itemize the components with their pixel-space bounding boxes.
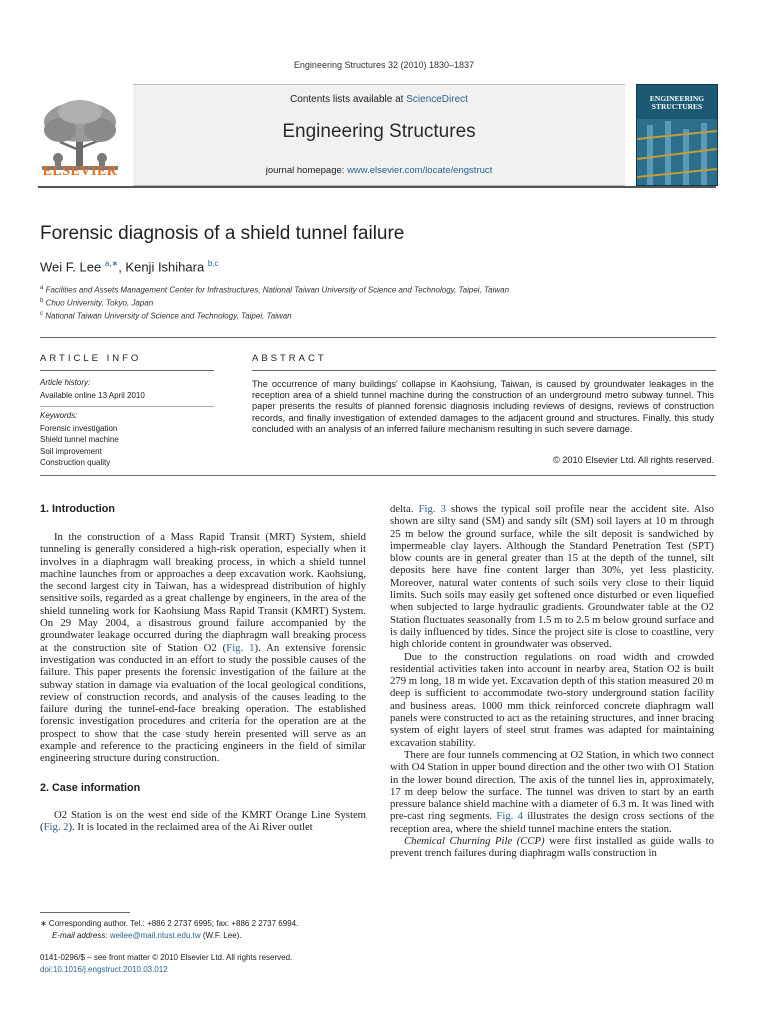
intro-paragraph <box>40 531 366 765</box>
station-paragraph: Due to the construction regulations on road width and crowded residential activities taken into account in nearby area, Station O2 is built 279 m long, 18 m wide yet. Excavation depth of this station measured 20 m deep is sufficient to accommodate two-story underground station facility and business areas. 1000 mm thick reinforced concrete diaphragm wall panels were constructed to act as the retaining structures, and inner bracing system of eight layers of steel strut frames was adapted for maintaining excavation stability. <box>390 650 714 749</box>
left-column <box>40 531 366 834</box>
text-run: ). An extensive forensic investigation was conducted in an effort to study the possible causes of the failure. This paper presents the forensic investigation of the failure at the subway station in damage via evaluation of the local geological conditions, review of construction records, and analysis of the causes leading to the failure during the tunnel-end-face breaking operation. The established forensic investigation procedures and criteria for the operation are at the prospect to show that the case study herein presented will serve as an example and reference to the practicing engineers in the field of similar engineering structure during construction. <box>40 641 367 765</box>
email-footnote <box>52 931 242 940</box>
author-affiliation-marks[interactable]: b,c <box>207 259 219 268</box>
journal-name[interactable]: Engineering Structures <box>282 121 476 142</box>
footnote-mark: ∗ <box>40 919 47 928</box>
article-info-heading: ARTICLE INFO <box>40 353 142 364</box>
text-run: were first installed as guide walls to prevent trench failures during diaphragm walls construction in <box>390 835 714 860</box>
issn-line: 0141-0296/$ – see front matter © 2010 Elsevier Ltd. All rights reserved. <box>40 953 293 962</box>
tunnel-paragraph <box>390 749 714 835</box>
author-name: Wei F. Lee <box>40 259 102 275</box>
text-run: ). It is located in the reclaimed area of the Ai River outlet <box>68 821 313 834</box>
keywords-rule <box>40 406 214 407</box>
abstract-bottom-rule <box>40 475 716 476</box>
text-run: O2 Station is on the west end side of the KMRT Orange Line System ( <box>40 808 366 834</box>
homepage-line <box>133 165 625 176</box>
abstract-rule <box>252 370 716 371</box>
author-email-link[interactable]: weilee@mail.ntust.edu.tw <box>109 931 201 940</box>
corresponding-author-footnote <box>40 919 298 928</box>
cover-title-line-2: STRUCTURES <box>651 102 703 111</box>
affiliation-mark: c <box>40 311 43 317</box>
email-suffix: (W.F. Lee). <box>200 931 242 940</box>
affiliation-text: National Taiwan University of Science and Technology, Taipei, Taiwan <box>45 311 292 321</box>
soil-paragraph <box>390 503 714 651</box>
contents-line <box>133 94 625 105</box>
keyword: Soil improvement <box>40 446 102 456</box>
right-column <box>390 503 714 860</box>
journal-cover-thumbnail[interactable] <box>636 84 718 186</box>
author-affiliation-marks[interactable]: a,∗ <box>104 259 119 268</box>
homepage-prefix: journal homepage: <box>265 165 348 176</box>
affiliation-text: Chuo University, Tokyo, Japan <box>45 298 154 308</box>
abstract-copyright: © 2010 Elsevier Ltd. All rights reserved. <box>553 455 714 465</box>
doi-line <box>40 965 168 974</box>
footnote-rule <box>40 912 130 913</box>
text-run: illustrates the design cross sections of the reception area, where the shield tunnel machine enters the station. <box>390 810 714 835</box>
article-info-rule <box>40 370 214 371</box>
case-paragraph <box>40 809 366 834</box>
section-heading-case-information: 2. Case information <box>40 781 141 794</box>
doi-link[interactable]: doi:10.1016/j.engstruct.2010.03.012 <box>40 965 168 974</box>
abstract-heading: ABSTRACT <box>252 353 327 364</box>
affiliation-mark: b <box>40 298 44 304</box>
text-run: There are four tunnels commencing at O2 Station, in which two connect with O4 Station in upper bound direction and the other two with O1 Station in the lower bound direction. The axis of the tunnel lies in, approximately, 17 m deep below the surface. The tunnel was driven to start by an earth pressure balance shield machine with a diameter of 6.3 m. It was lined with pre-cast ring segments. <box>390 748 714 823</box>
keyword: Forensic investigation <box>40 424 118 433</box>
header-rule <box>38 186 716 188</box>
journal-homepage-link[interactable]: www.elsevier.com/locate/engstruct <box>347 165 493 176</box>
affiliation-a <box>40 285 509 295</box>
figure-link[interactable]: Fig. 1 <box>226 641 255 654</box>
affiliation-c <box>40 311 292 321</box>
text-run: shows the typical soil profile near the accident site. Also shown are silty sand (SM) and sandy silt (SM) soil layers at 10 m through 25 m below the ground surface, while the silt deposit is sandwiched by impermeable clay layers. Although the Standard Penetration Test (SPT) blow counts are in general greater than 15 at the depth of the tunnel, silt deposits here have fine content larger than 30%, yet less plasticity. Moreover, natural water contents of such soils very close to their liquid limits. Such soils may easily get softened once disturbed or even liquefied when subjected to large hydraulic gradients. Groundwater table at the O2 Station fluctuates seasonally from 1.5 m to 2.5 m below ground surface and is daily influenced by tides. Since the project site is close to coastline, very high chloride content in groundwater was observed. <box>390 503 714 651</box>
article-history-label: Article history: <box>40 378 91 387</box>
article-history-value: Available online 13 April 2010 <box>40 391 145 400</box>
ccp-paragraph <box>390 835 714 860</box>
keywords-label: Keywords: <box>40 411 78 420</box>
cover-title-line-1: ENGINEERING <box>649 94 705 103</box>
text-run: In the construction of a Mass Rapid Transit (MRT) System, shield tunneling is generally considered a high-risk operation, especially when it involves in a diaphragm wall breaking process, in which a shield tunnel machine launches from or approaches a deep excavation work. Kaohsiung, the second largest city in Taiwan, has a widespread distribution of highly sensitive soils, regarded as a great challenge by engineers, in the area of the shield tunneling work for Kaohsiung Mass Rapid Transit (KMRT) System. On 29 May 2004, a disastrous ground failure accompanied by the groundwater leakage occurred during the diaphragm wall breaking process at the construction site of Station O2 ( <box>40 531 366 654</box>
author-list <box>40 259 219 274</box>
article-title: Forensic diagnosis of a shield tunnel failure <box>40 223 405 244</box>
cover-illustration <box>637 119 717 185</box>
italic-term: Chemical Churning Pile (CCP) <box>404 835 545 848</box>
footnote-text: Corresponding author. Tel.: +886 2 2737 6995; fax: +886 2 2737 6994. <box>46 919 299 928</box>
elsevier-wordmark: ELSEVIER <box>42 164 118 179</box>
affiliation-text: Facilities and Assets Management Center for Infrastructures, National Taiwan University of Science and Technology, Taipei, Taiwan <box>45 285 510 295</box>
contents-prefix: Contents lists available at <box>290 94 407 105</box>
journal-reference: Engineering Structures 32 (2010) 1830–1837 <box>293 60 475 70</box>
section-heading-introduction: 1. Introduction <box>40 503 115 515</box>
keyword: Construction quality <box>40 458 111 468</box>
sciencedirect-link[interactable]: ScienceDirect <box>406 94 468 105</box>
email-label: E-mail address: <box>52 931 110 940</box>
figure-link[interactable]: Fig. 3 <box>418 503 446 515</box>
author-name: Kenji Ishihara <box>125 259 205 275</box>
text-run: delta. <box>390 503 419 515</box>
affiliation-b <box>40 298 153 308</box>
keyword: Shield tunnel machine <box>40 435 119 445</box>
affiliation-mark: a <box>40 285 44 291</box>
figure-link[interactable]: Fig. 2 <box>43 821 69 834</box>
keywords-list <box>40 423 119 469</box>
figure-link[interactable]: Fig. 4 <box>496 810 523 823</box>
title-rule <box>40 337 716 338</box>
author-separator: , <box>118 259 126 275</box>
abstract-text: The occurrence of many buildings' collapse in Kaohsiung, Taiwan, is caused by groundwater leakages in the reception area of a shield tunnel machine during the construction of an underground metro subway tunnel. This paper presents the results of planned forensic diagnosis including reviews of designs, reviews of construction records, and finally investigation of extended damages to the adjacent ground and structures. Finally, this study concluded with an analysis of an inferred failure mechanism resulting in such severe damage. <box>252 379 714 434</box>
cover-title <box>641 95 713 111</box>
